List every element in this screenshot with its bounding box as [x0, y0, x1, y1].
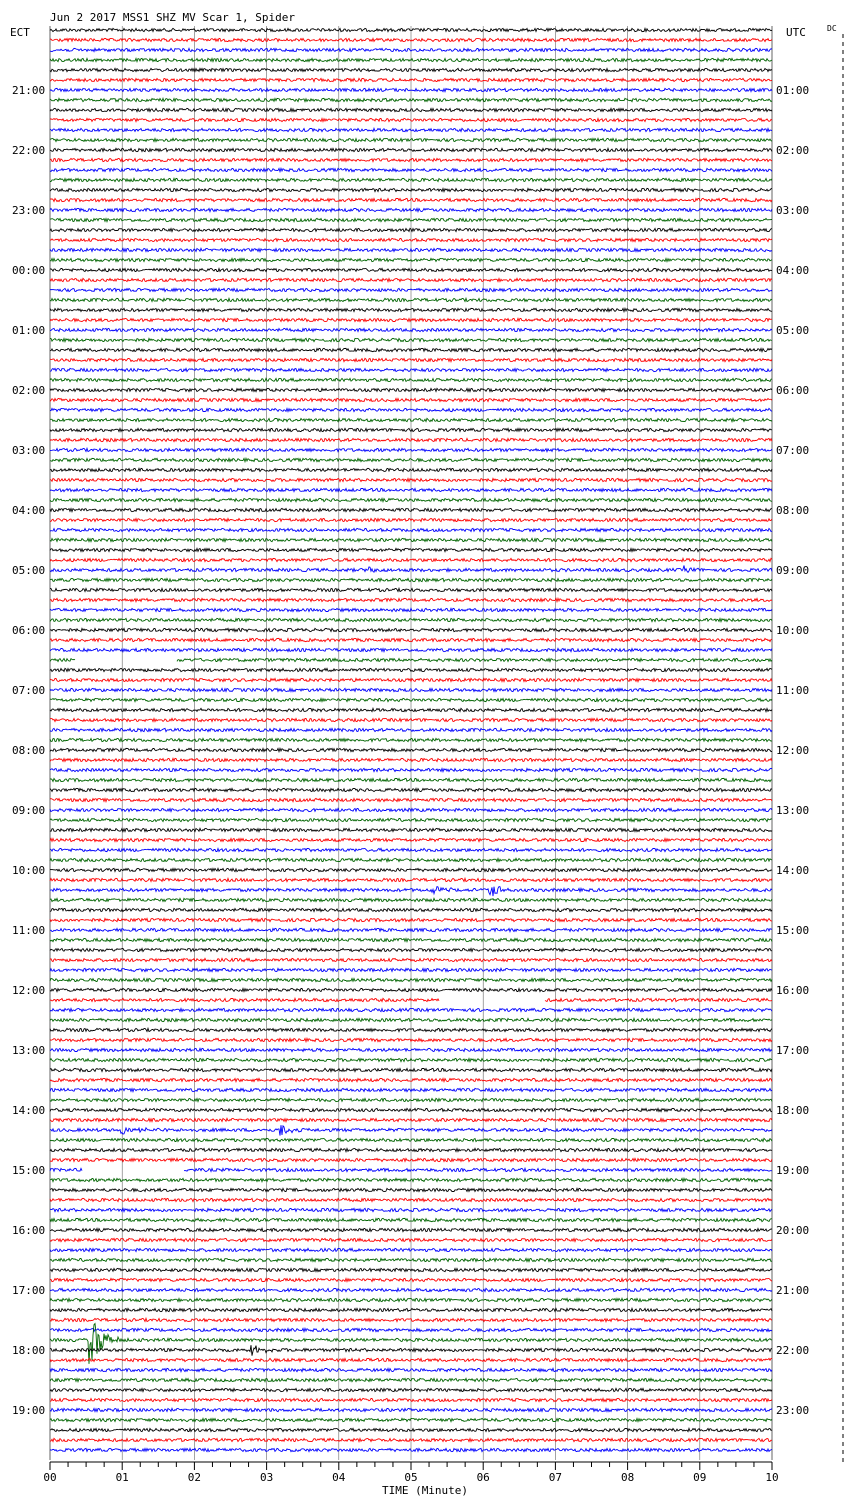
x-tick-label: 09: [693, 1471, 707, 1484]
hour-label-left: 15:00: [12, 1164, 46, 1177]
hour-label-left: 12:00: [12, 984, 46, 997]
x-tick-label: 08: [620, 1471, 635, 1484]
hour-label-right: 10:00: [776, 624, 810, 637]
hour-label-left: 19:00: [12, 1404, 46, 1417]
hour-label-left: 21:00: [12, 84, 46, 97]
hour-label-left: 22:00: [12, 144, 46, 157]
hour-label-right: 21:00: [776, 1284, 810, 1297]
hour-label-left: 23:00: [12, 204, 46, 217]
hour-label-right: 14:00: [776, 864, 810, 877]
hour-label-right: 23:00: [776, 1404, 810, 1417]
hour-label-right: 16:00: [776, 984, 810, 997]
hour-label-right: 06:00: [776, 384, 810, 397]
hour-label-right: 03:00: [776, 204, 810, 217]
hour-label-right: 18:00: [776, 1104, 810, 1117]
hour-label-right: 01:00: [776, 84, 810, 97]
x-tick-label: 10: [765, 1471, 779, 1484]
hour-label-left: 01:00: [12, 324, 46, 337]
hour-label-left: 17:00: [12, 1284, 46, 1297]
x-tick-label: 05: [404, 1471, 418, 1484]
hour-label-left: 16:00: [12, 1224, 46, 1237]
hour-label-left: 10:00: [12, 864, 46, 877]
hour-label-right: 22:00: [776, 1344, 810, 1357]
hour-label-right: 11:00: [776, 684, 810, 697]
right-axis-label: UTC: [786, 26, 806, 39]
hour-label-left: 08:00: [12, 744, 46, 757]
x-tick-label: 01: [115, 1471, 129, 1484]
time-axis: [43, 1462, 778, 1484]
hour-label-left: 13:00: [12, 1044, 46, 1057]
hour-label-right: 17:00: [776, 1044, 810, 1057]
hour-label-left: 06:00: [12, 624, 46, 637]
hour-label-left: 11:00: [12, 924, 46, 937]
x-tick-label: 04: [332, 1471, 346, 1484]
hour-label-right: 20:00: [776, 1224, 810, 1237]
hour-label-right: 13:00: [776, 804, 810, 817]
chart-title: Jun 2 2017 MSS1 SHZ MV Scar 1, Spider: [50, 11, 296, 24]
x-tick-label: 00: [43, 1471, 57, 1484]
x-axis-label: TIME (Minute): [381, 1484, 469, 1497]
left-axis-label: ECT: [10, 26, 30, 39]
x-tick-label: 03: [259, 1471, 274, 1484]
hour-label-left: 09:00: [12, 804, 46, 817]
hour-label-right: 19:00: [776, 1164, 810, 1177]
x-tick-label: 02: [187, 1471, 202, 1484]
hour-label-right: 07:00: [776, 444, 810, 457]
hour-label-right: 12:00: [776, 744, 810, 757]
dc-label: DC: [827, 24, 837, 33]
hour-label-left: 05:00: [12, 564, 46, 577]
hour-label-left: 14:00: [12, 1104, 46, 1117]
hour-label-right: 05:00: [776, 324, 810, 337]
hour-label-left: 02:00: [12, 384, 46, 397]
x-tick-label: 06: [476, 1471, 490, 1484]
hour-label-left: 18:00: [12, 1344, 46, 1357]
hour-label-right: 15:00: [776, 924, 810, 937]
hour-label-right: 08:00: [776, 504, 810, 517]
hour-label-right: 09:00: [776, 564, 810, 577]
hour-label-left: 07:00: [12, 684, 46, 697]
hour-label-right: 04:00: [776, 264, 810, 277]
hour-label-right: 02:00: [776, 144, 810, 157]
hour-label-left: 03:00: [12, 444, 46, 457]
x-tick-label: 07: [548, 1471, 563, 1484]
hour-label-left: 00:00: [12, 264, 46, 277]
hour-label-left: 04:00: [12, 504, 46, 517]
